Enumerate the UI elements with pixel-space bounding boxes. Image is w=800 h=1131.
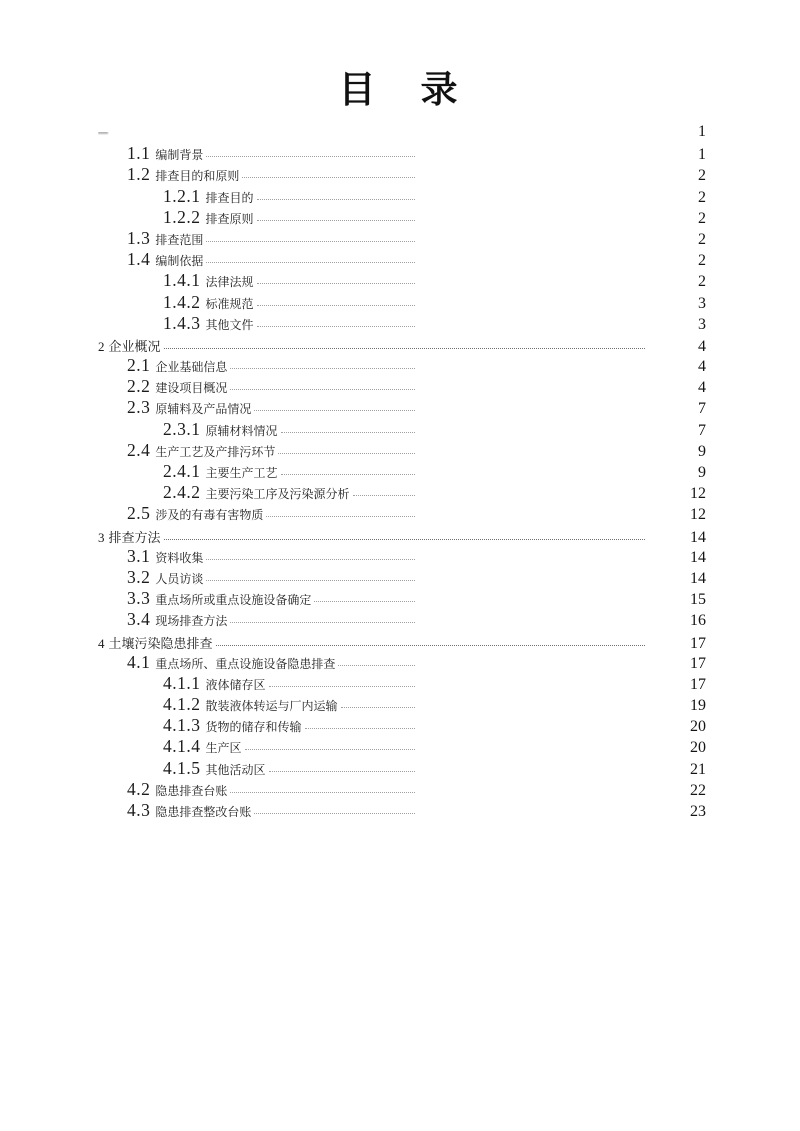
toc-entry-label: 其他文件 (205, 317, 254, 332)
toc-entry-number: 1.4.2 (163, 293, 201, 312)
toc-page-number: 2 (698, 209, 706, 227)
toc-entry-body (163, 675, 415, 693)
toc-entry[interactable] (0, 460, 706, 481)
toc-entry-label: 液体储存区 (205, 677, 266, 692)
toc-entry-number: 4.2 (127, 780, 151, 799)
toc-entry-number: 2.3 (127, 399, 151, 418)
toc-page-number: 1 (698, 123, 706, 140)
toc-entry[interactable] (0, 269, 706, 290)
toc-entry[interactable] (0, 587, 706, 608)
dot-leader (278, 453, 415, 454)
toc-page-number: 14 (690, 569, 706, 587)
toc-page-number: 1 (698, 146, 706, 164)
toc-list (0, 121, 800, 820)
dot-leader (257, 283, 415, 284)
toc-page-number: 9 (698, 464, 706, 481)
toc-entry-body (127, 569, 415, 587)
toc-entry-number: 1.4 (127, 251, 151, 270)
dot-leader (257, 220, 415, 221)
toc-entry-body (127, 230, 415, 248)
toc-entry[interactable] (0, 481, 706, 502)
toc-entry[interactable] (0, 778, 706, 799)
toc-page-number: 9 (698, 442, 706, 460)
toc-entry-body (163, 696, 415, 714)
toc-entry-body (163, 209, 415, 227)
toc-entry-body (127, 505, 415, 523)
toc-entry-body (127, 399, 415, 417)
toc-entry-number: 2.4 (127, 441, 151, 460)
toc-page-number: 22 (690, 781, 706, 799)
toc-entry[interactable] (0, 566, 706, 587)
toc-entry-number: 4.1.4 (163, 738, 201, 757)
toc-entry-body (127, 378, 415, 396)
toc-entry-body (163, 463, 415, 481)
toc-entry[interactable] (0, 418, 706, 439)
dot-leader (206, 559, 415, 560)
toc-entry-number: 4 (98, 635, 105, 651)
dot-leader (164, 539, 645, 540)
toc-entry-body (127, 166, 415, 184)
toc-entry-label: 重点场所或重点设施设备确定 (155, 593, 312, 608)
dot-leader (230, 368, 415, 369)
toc-entry-body (163, 421, 415, 439)
toc-page-number: 4 (698, 379, 706, 397)
toc-page-number: 16 (690, 612, 706, 630)
toc-title: 目 录 (338, 70, 462, 111)
toc-entry-number: 2.1 (127, 357, 151, 376)
toc-entry[interactable] (0, 672, 706, 693)
toc-entry-label: 排查方法 (108, 529, 161, 545)
toc-entry[interactable] (0, 354, 706, 375)
toc-page-number: 12 (690, 506, 706, 524)
toc-entry[interactable] (0, 163, 706, 184)
toc-entry-body (98, 336, 645, 355)
toc-entry-number: 2 (98, 338, 105, 354)
toc-entry-body (127, 590, 415, 608)
toc-entry-body (163, 272, 415, 290)
toc-entry-label: 资料收集 (155, 550, 204, 565)
dot-leader (266, 516, 415, 517)
toc-entry[interactable] (0, 248, 706, 269)
toc-entry[interactable] (0, 312, 706, 333)
toc-entry-label: 重点场所、重点设施设备隐患排查 (155, 656, 336, 671)
toc-entry-label: 货物的储存和传输 (205, 720, 302, 735)
toc-entry-label: 排查范围 (155, 232, 204, 247)
illegible-entry-mark (98, 132, 108, 134)
toc-entry-number: 1.4.1 (163, 272, 201, 291)
toc-page-number: 17 (690, 654, 706, 672)
toc-entry-body (127, 251, 415, 269)
dot-leader (216, 645, 645, 646)
toc-entry-number: 3.4 (127, 611, 151, 630)
toc-page-number: 7 (698, 421, 706, 439)
dot-leader (230, 792, 415, 793)
dot-leader (164, 348, 645, 349)
toc-entry-label: 散装液体转运与厂内运输 (205, 699, 338, 714)
toc-entry-number: 2.4.2 (163, 484, 201, 503)
toc-entry-body (127, 548, 415, 566)
toc-page-number: 14 (690, 548, 706, 566)
toc-entry-body (127, 357, 415, 375)
toc-entry[interactable] (0, 630, 706, 651)
toc-entry-number: 4.1.3 (163, 717, 201, 736)
toc-entry-body (163, 717, 415, 735)
toc-entry-body (127, 781, 415, 799)
dot-leader (230, 622, 415, 623)
toc-entry[interactable] (0, 735, 706, 756)
toc-entry-number: 2.2 (127, 378, 151, 397)
toc-entry[interactable] (0, 608, 706, 629)
toc-page-number: 20 (690, 718, 706, 736)
toc-page-number: 2 (698, 273, 706, 291)
toc-page-number: 7 (698, 400, 706, 418)
toc-entry-body (163, 484, 415, 502)
dot-leader (245, 749, 415, 750)
dot-leader (242, 177, 415, 178)
toc-page-number: 2 (698, 188, 706, 206)
toc-entry-body (98, 633, 645, 652)
toc-entry[interactable] (0, 185, 706, 206)
toc-page-number: 12 (690, 485, 706, 503)
toc-entry[interactable] (0, 524, 706, 545)
toc-page-number: 2 (698, 230, 706, 248)
toc-entry[interactable] (0, 396, 706, 417)
toc-entry-body (127, 654, 415, 672)
toc-entry-body (163, 188, 415, 206)
toc-entry-body (163, 294, 415, 312)
toc-page-number: 23 (690, 803, 706, 820)
toc-entry-number: 3.1 (127, 547, 151, 566)
dot-leader (206, 580, 415, 581)
toc-entry-label: 隐患排查整改台账 (155, 805, 252, 819)
toc-entry-number: 3 (98, 529, 105, 545)
toc-entry[interactable] (0, 651, 706, 672)
toc-entry[interactable] (0, 757, 706, 778)
dot-leader (281, 432, 415, 433)
dot-leader (254, 410, 415, 411)
dot-leader (269, 771, 415, 772)
toc-entry[interactable] (0, 714, 706, 735)
toc-page-number: 14 (690, 528, 706, 546)
toc-entry[interactable] (0, 333, 706, 354)
toc-entry[interactable] (0, 502, 706, 523)
toc-entry[interactable] (0, 142, 706, 163)
dot-leader (314, 601, 415, 602)
toc-entry-body (127, 145, 415, 163)
toc-entry-number: 3.3 (127, 590, 151, 609)
toc-entry-body (163, 738, 415, 756)
toc-entry-number: 1.2.2 (163, 208, 201, 227)
toc-page-number: 3 (698, 315, 706, 333)
toc-entry-label: 企业概况 (108, 338, 161, 354)
dot-leader (254, 813, 415, 814)
toc-entry[interactable] (0, 693, 706, 714)
toc-entry-label: 生产工艺及产排污环节 (155, 444, 276, 459)
toc-entry-body (127, 611, 415, 629)
dot-leader (341, 707, 415, 708)
toc-entry-label: 主要生产工艺 (205, 466, 278, 480)
toc-page-number: 20 (690, 739, 706, 757)
toc-entry[interactable] (0, 227, 706, 248)
toc-entry-label: 原辅材料情况 (205, 423, 278, 438)
toc-entry-label: 生产区 (205, 741, 242, 756)
toc-entry-body (98, 132, 645, 136)
toc-entry-label: 土壤污染隐患排查 (108, 635, 213, 651)
toc-entry-label: 编制依据 (155, 254, 204, 269)
toc-page-number: 17 (690, 675, 706, 693)
dot-leader (269, 686, 415, 687)
toc-entry[interactable] (0, 121, 706, 142)
toc-entry-body (127, 442, 415, 460)
toc-entry-number: 4.1.5 (163, 759, 201, 778)
toc-page-number: 15 (690, 591, 706, 609)
toc-entry-label: 法律法规 (205, 275, 254, 290)
toc-entry-number: 2.4.1 (163, 463, 201, 481)
toc-entry-label: 编制背景 (155, 148, 204, 163)
toc-entry-label: 人员访谈 (155, 571, 204, 586)
toc-entry-label: 标准规范 (205, 296, 254, 311)
toc-entry-label: 主要污染工序及污染源分析 (205, 487, 350, 502)
dot-leader (206, 262, 415, 263)
toc-entry-label: 现场排查方法 (155, 614, 228, 629)
toc-entry-label: 排查原则 (205, 211, 254, 226)
toc-entry-number: 2.5 (127, 505, 151, 524)
toc-page-number: 3 (698, 294, 706, 312)
toc-entry-number: 4.1 (127, 653, 151, 672)
toc-entry-label: 建设项目概况 (155, 381, 228, 396)
toc-entry-number: 4.1.2 (163, 696, 201, 715)
toc-entry-label: 涉及的有毒有害物质 (155, 508, 264, 523)
toc-entry-label: 企业基础信息 (155, 360, 228, 375)
toc-page-number: 17 (690, 634, 706, 652)
toc-entry-number: 1.2.1 (163, 187, 201, 206)
toc-entry-number: 2.3.1 (163, 420, 201, 439)
dot-leader (206, 156, 415, 157)
toc-page-number: 2 (698, 167, 706, 185)
toc-entry-body (127, 802, 415, 820)
toc-page-number: 4 (698, 337, 706, 355)
toc-entry-number: 3.2 (127, 568, 151, 587)
toc-entry-label: 其他活动区 (205, 762, 266, 777)
dot-leader (206, 241, 415, 242)
toc-page-number: 19 (690, 697, 706, 715)
toc-entry-label: 排查目的和原则 (155, 169, 240, 184)
toc-entry[interactable] (0, 545, 706, 566)
dot-leader (257, 326, 415, 327)
toc-entry-body (98, 527, 645, 546)
toc-entry-number: 1.2 (127, 166, 151, 185)
dot-leader (305, 728, 415, 729)
toc-page-number: 4 (698, 358, 706, 376)
toc-entry-body (163, 315, 415, 333)
toc-entry[interactable] (0, 291, 706, 312)
toc-page-number: 21 (690, 760, 706, 778)
toc-page-number: 2 (698, 252, 706, 270)
toc-entry-number: 1.4.3 (163, 314, 201, 333)
toc-entry-label: 隐患排查台账 (155, 783, 228, 798)
toc-entry-label: 原辅料及产品情况 (155, 402, 252, 417)
dot-leader (230, 389, 415, 390)
dot-leader (353, 495, 415, 496)
dot-leader (257, 305, 415, 306)
toc-entry-number: 4.1.1 (163, 674, 201, 693)
toc-entry-label: 排查目的 (205, 190, 254, 205)
toc-entry-number: 4.3 (127, 802, 151, 820)
toc-entry-number: 1.3 (127, 229, 151, 248)
toc-entry-number: 1.1 (127, 145, 151, 164)
toc-entry[interactable] (0, 206, 706, 227)
dot-leader (281, 474, 415, 475)
toc-entry[interactable] (0, 375, 706, 396)
dot-leader (257, 199, 415, 200)
toc-entry[interactable] (0, 799, 706, 820)
toc-entry[interactable] (0, 439, 706, 460)
dot-leader (338, 665, 415, 666)
toc-entry-body (163, 760, 415, 778)
